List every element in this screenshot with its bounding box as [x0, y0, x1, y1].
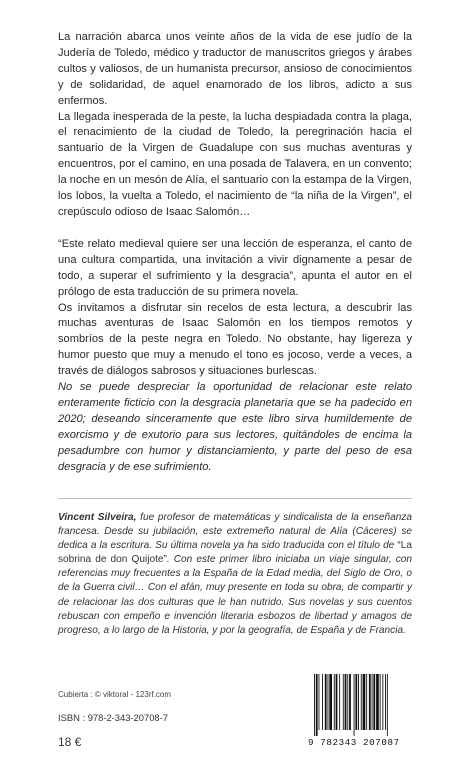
barcode-bar [355, 674, 357, 730]
divider [58, 498, 412, 499]
barcode-bar [316, 674, 318, 736]
previous-book-title: “La sobrina de don Quijote” [58, 540, 412, 566]
barcode-bar [382, 674, 383, 730]
blurb-paragraph-3: “Este relato medieval quiere ser una lección de esperanza, el canto de una cultura compartida, una invitación a vivir dignamente a pesar de todo, a superar el sufrimiento y la desgracia”, apunta el autor en el prólogo de esta traducción de su primera novela. [58, 237, 412, 298]
barcode-bar [349, 674, 351, 730]
barcode-bar [354, 674, 355, 736]
barcode-bar [380, 674, 381, 730]
barcode-bars [308, 674, 412, 736]
barcode-bar [358, 674, 359, 730]
author-bio-part-2: . Con este primer libro iniciaba un viaje singular, con referencias muy frecuentes a la España de la Edad media, del Siglo de Oro, o de la Guerra civil… Con el afán, muy presente en toda su obra, de compartir y de relacionar las dos culturas que le han nutrido. Sus novelas y sus cuentos rebuscan con empeño e invención literaria esbozos de libertad y amagos de progreso, a lo largo de la Historia, y por la geografía, de España y de Francia. [58, 554, 412, 636]
blurb-paragraph-4: Os invitamos a disfrutar sin recelos de esta lectura, a descubrir las muchas aventuras de Isaac Salomón en los tiempos remotos y sombríos de la peste negra en Toledo. No obstante, hay ligereza y humor puesto que muy a menudo el tono es jocoso, verde a veces, a través de diálogos sabrosos y situaciones burlescas. [58, 301, 412, 378]
barcode-bar [372, 674, 373, 730]
blurb-paragraph-1: La narración abarca unos veinte años de la vida de ese judío de la Judería de Toledo, médico y traductor de manuscritos griegos y árabes cultos y valiosos, de un humanista precursor, ansioso de conocimientos y de solidaridad, de aquel enamorado de los libros, adicto a sus enfermos. [58, 31, 412, 107]
paragraph-gap [58, 221, 412, 237]
blurb-paragraph-2: La llegada inesperada de la peste, la lucha despiadada contra la plaga, el renacimiento de la ciudad de Toledo, la peregrinación hacia el santuario de la Virgen de Guadalupe con sus muchas aventuras y encuentros, por el camino, en una posada de Talavera, en un convento; la noche en un mesón de Alía, el santuario con la estampa de la Virgen, los lobos, la vuelta a Toledo, el nacimiento de “la niña de la Virgen”, el crepúsculo odioso de Isaac Salomón… [58, 110, 412, 218]
barcode [308, 674, 412, 749]
barcode-bar [328, 674, 329, 730]
author-bio-text [58, 511, 412, 638]
barcode-bar [347, 674, 348, 730]
barcode-bar [369, 674, 371, 730]
isbn: ISBN : 978-2-343-20708-7 [58, 712, 168, 723]
barcode-bar [361, 674, 362, 730]
barcode-digits: 9 782343 207087 [308, 737, 400, 748]
barcode-bar [329, 674, 332, 730]
author-bio-part-1: fue profesor de matemáticas y sindicalista de la enseñanza francesa. Desde su jubilación, este extremeño natural de Alía (Cáceres) se dedica a la escritura. Su última novela ya ha sido traducida con el título de [58, 512, 412, 552]
cover-credit: Cubierta : © viktoral - 123rf.com [58, 690, 172, 699]
barcode-bar [376, 674, 379, 730]
barcode-bar [366, 674, 367, 730]
barcode-bar [373, 674, 375, 730]
blurb [58, 30, 412, 475]
barcode-bar [363, 674, 366, 730]
blurb-paragraph-5: No se puede despreciar la oportunidad de relacionar este relato enteramente ficticio con la desgracia planetaria que se ha padecido en 2020; deseando sinceramente que este libro sirva humildemente de exorcismo y de exutorio para sus lectores, quitándoles de encima la pesadumbre con humor y distanciamiento, y parte del peso de esa desgracia y de ese sufrimiento. [58, 381, 412, 473]
barcode-bar [325, 674, 327, 730]
barcode-bar [387, 674, 388, 736]
author-bio [58, 511, 412, 638]
barcode-bar [343, 674, 344, 730]
author-name: Vincent Silveira, [58, 512, 137, 523]
barcode-bar [314, 674, 315, 736]
barcode-bar [322, 674, 323, 730]
barcode-bar [336, 674, 338, 730]
price: 18 € [58, 735, 82, 749]
barcode-bar [385, 674, 386, 730]
barcode-bar [334, 674, 335, 730]
barcode-bar [339, 674, 340, 730]
barcode-bar [345, 674, 347, 730]
barcode-bar [319, 674, 320, 730]
